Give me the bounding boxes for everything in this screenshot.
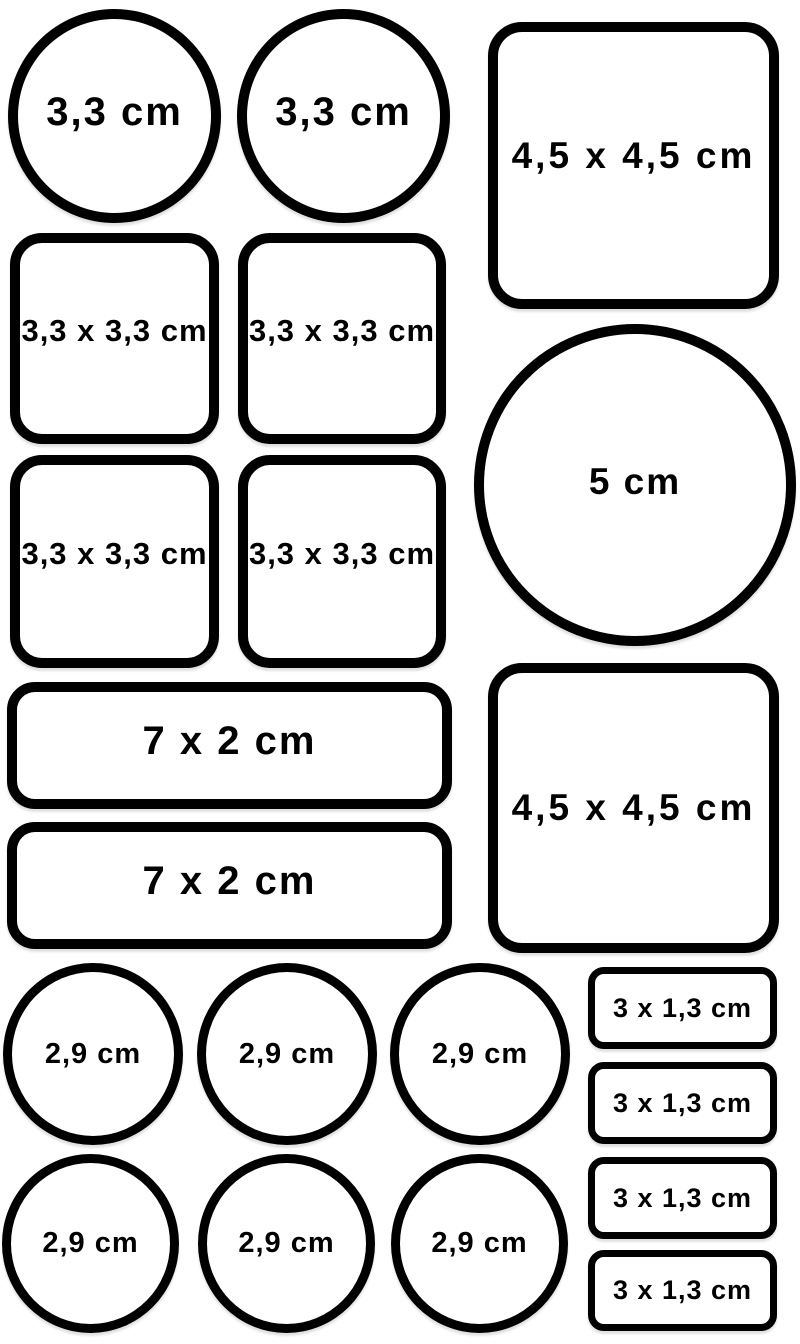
sticker-square-45x45-2 xyxy=(488,663,779,953)
size-label: 3,3 x 3,3 cm xyxy=(248,535,436,571)
sticker-circle-29-1 xyxy=(3,963,183,1145)
size-label: 2,9 cm xyxy=(431,1037,529,1070)
sticker-rect-3x13-3 xyxy=(588,1157,777,1239)
size-label: 3,3 x 3,3 cm xyxy=(248,312,436,348)
sticker-circle-29-2 xyxy=(197,963,377,1145)
size-label: 2,9 cm xyxy=(42,1227,139,1259)
sticker-rect-3x13-2 xyxy=(588,1062,777,1144)
sticker-rect-7x2-2 xyxy=(7,822,452,949)
sticker-rect-7x2-1 xyxy=(7,682,452,809)
size-label: 7 x 2 cm xyxy=(142,719,317,763)
size-label: 3,3 cm xyxy=(46,89,183,134)
sticker-circle-33-2 xyxy=(237,9,450,223)
size-label: 3,3 cm xyxy=(275,89,412,134)
size-label: 3,3 x 3,3 cm xyxy=(21,535,208,571)
size-label: 2,9 cm xyxy=(238,1227,335,1259)
size-label: 2,9 cm xyxy=(44,1037,142,1070)
sticker-square-45x45-1 xyxy=(488,22,779,309)
sticker-circle-5 xyxy=(474,324,796,646)
size-label: 2,9 cm xyxy=(238,1037,336,1070)
sticker-circle-29-5 xyxy=(198,1154,375,1333)
size-label: 4,5 x 4,5 cm xyxy=(511,787,756,828)
sticker-rect-3x13-4 xyxy=(588,1250,777,1331)
size-label: 7 x 2 cm xyxy=(142,859,317,903)
sticker-square-33x33-1 xyxy=(10,233,219,444)
sticker-square-33x33-3 xyxy=(10,455,219,668)
size-label: 2,9 cm xyxy=(431,1227,528,1259)
sticker-circle-29-6 xyxy=(391,1154,568,1333)
size-label: 5 cm xyxy=(588,461,682,502)
sticker-circle-29-4 xyxy=(2,1154,179,1333)
sticker-square-33x33-4 xyxy=(238,455,446,668)
sticker-square-33x33-2 xyxy=(238,233,446,444)
sticker-rect-3x13-1 xyxy=(588,967,777,1049)
sticker-circle-33-1 xyxy=(8,9,221,223)
sticker-circle-29-3 xyxy=(390,963,570,1145)
size-label: 3 x 1,3 cm xyxy=(612,1087,753,1118)
size-label: 3,3 x 3,3 cm xyxy=(21,312,208,348)
size-label: 4,5 x 4,5 cm xyxy=(511,134,756,176)
size-label: 3 x 1,3 cm xyxy=(612,1182,753,1213)
size-label: 3 x 1,3 cm xyxy=(612,992,753,1023)
size-label: 3 x 1,3 cm xyxy=(612,1275,753,1305)
